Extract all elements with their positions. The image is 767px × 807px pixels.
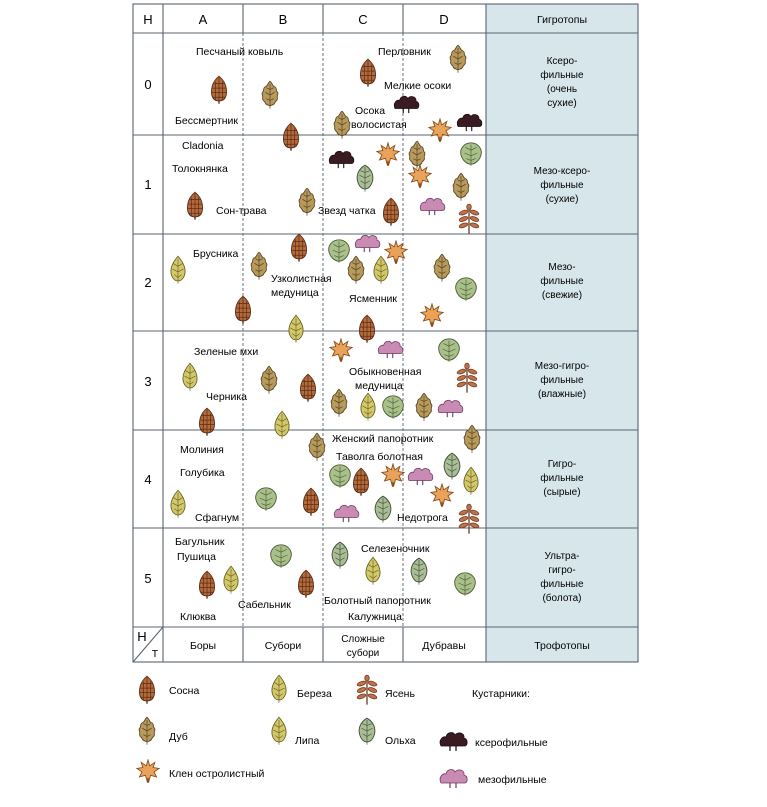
meso-shrub-icon — [438, 400, 463, 417]
pine-icon — [291, 234, 306, 261]
oak-icon — [309, 433, 325, 461]
label-tolokn: Толокнянка — [172, 163, 228, 175]
xero-shrub-icon — [329, 151, 354, 168]
trophotope-bory: Боры — [189, 640, 217, 652]
label-klukva: Клюква — [180, 611, 217, 623]
maple-icon — [382, 464, 404, 487]
oak-icon — [434, 254, 450, 282]
label-son-trava: Сон-трава — [216, 205, 267, 217]
legend-pine-icon — [139, 676, 154, 704]
label-melkie-osoki: Мелкие осоки — [384, 80, 452, 92]
trophotope-slozhnye-subori-2: субори — [346, 648, 380, 659]
legend-xero-label: ксерофильные — [475, 737, 548, 749]
birch-icon — [361, 393, 375, 421]
pine-icon — [283, 123, 298, 151]
label-sfagnum: Сфагнум — [195, 512, 240, 524]
oak-icon — [262, 81, 278, 109]
row-1-icons — [187, 141, 481, 233]
alder-icon — [411, 558, 427, 585]
row-index-2: 2 — [144, 275, 152, 290]
label-uzk-med-2: медуница — [271, 287, 319, 299]
label-zvezdchatka: Звезд чатка — [318, 205, 376, 217]
birch-icon — [289, 315, 303, 343]
svg-text:гигро-: гигро- — [548, 565, 576, 576]
birch-icon — [464, 467, 478, 495]
oak-icon — [450, 45, 466, 73]
alder-icon — [332, 542, 348, 569]
label-zhensk-pap: Женский папоротник — [332, 433, 434, 445]
linden-icon — [329, 240, 350, 263]
legend-maple-label: Клен остролистный — [169, 768, 265, 780]
label-kaluzhnitsa: Калужница — [348, 611, 402, 623]
alder-icon — [357, 165, 373, 192]
svg-text:сухие): сухие) — [547, 98, 577, 109]
meso-shrub-icon — [355, 235, 380, 252]
plant-labels — [172, 46, 451, 623]
linden-icon — [455, 573, 476, 596]
label-bessmertnik: Бессмертник — [175, 115, 238, 127]
column-header-d: D — [439, 12, 449, 27]
maple-icon — [330, 339, 352, 362]
oak-icon — [409, 141, 425, 169]
svg-text:фильные: фильные — [540, 579, 584, 590]
birch-icon — [171, 256, 185, 284]
legend-oak-icon — [139, 717, 155, 745]
column-header-b: B — [278, 12, 288, 27]
svg-text:фильные: фильные — [540, 70, 584, 81]
label-sabelnik: Сабельник — [238, 599, 291, 611]
trophotope-subori: Субори — [264, 640, 302, 652]
alder-icon — [375, 496, 391, 523]
label-golubika: Голубика — [180, 467, 225, 479]
birch-icon — [224, 566, 238, 594]
svg-text:(сухие): (сухие) — [545, 194, 579, 205]
label-cladonia: Cladonia — [182, 140, 224, 152]
svg-text:(свежие): (свежие) — [541, 290, 583, 301]
label-bagulnik: Багульник — [175, 536, 225, 548]
meso-shrub-icon — [378, 341, 403, 358]
xero-shrub-icon — [394, 96, 419, 113]
svg-text:(влажные): (влажные) — [537, 389, 587, 400]
pine-icon — [353, 468, 368, 496]
label-obykn-med-2: медуница — [355, 380, 403, 392]
row-5-icons — [199, 542, 475, 599]
label-brusnika: Брусника — [193, 248, 239, 260]
oak-icon — [453, 173, 469, 201]
svg-text:Ксеро-: Ксеро- — [546, 56, 578, 67]
label-uzk-med-1: Узколистная — [271, 273, 332, 285]
oak-icon — [299, 188, 315, 216]
oak-icon — [251, 252, 267, 280]
legend-meso-label: мезофильные — [478, 774, 547, 786]
row-index-1: 1 — [144, 177, 152, 192]
svg-text:фильные: фильные — [540, 276, 584, 287]
linden-icon — [271, 545, 292, 568]
label-obykn-med-1: Обыкновенная — [349, 366, 422, 378]
row-index-0: 0 — [144, 77, 152, 92]
maple-icon — [431, 484, 453, 507]
trophotope-dubravy: Дубравы — [422, 640, 466, 652]
pine-icon — [383, 198, 398, 226]
legend-birch-label: Береза — [297, 688, 332, 700]
label-molinia: Молиния — [180, 444, 224, 456]
legend-linden-label: Липа — [295, 735, 320, 747]
pine-icon — [211, 76, 226, 104]
pine-icon — [199, 408, 214, 436]
linden-icon — [256, 488, 277, 511]
maple-icon — [409, 165, 431, 188]
label-osoka-1: Осока — [355, 105, 386, 117]
legend-pine-label: Сосна — [169, 685, 200, 697]
hygrotopes-header: Гигротопы — [536, 14, 588, 26]
birch-icon — [374, 256, 388, 284]
pine-icon — [298, 570, 313, 598]
birch-icon — [275, 411, 289, 439]
legend-ash-icon — [357, 675, 378, 705]
birch-icon — [366, 557, 380, 585]
svg-text:Гигро-: Гигро- — [547, 459, 577, 470]
svg-text:(сырые): (сырые) — [543, 487, 581, 498]
footer-corner-h: H — [137, 629, 147, 644]
legend-birch-icon — [272, 675, 286, 703]
xero-shrub-icon — [457, 114, 482, 131]
svg-text:(болота): (болота) — [542, 593, 582, 604]
maple-icon — [421, 304, 443, 327]
legend-linden-icon — [272, 717, 286, 745]
legend-xero-shrub-icon — [440, 733, 467, 751]
svg-text:(очень: (очень — [546, 84, 578, 95]
row-index-3: 3 — [144, 374, 152, 389]
legend-oak-label: Дуб — [169, 731, 188, 743]
footer-corner-t: T — [151, 648, 159, 660]
ash-icon — [459, 504, 480, 534]
birch-icon — [183, 363, 197, 391]
ash-icon — [457, 363, 478, 393]
label-tavolga: Таволга болотная — [336, 451, 423, 463]
svg-text:Ультра-: Ультра- — [544, 551, 580, 562]
linden-icon — [461, 143, 482, 166]
label-bol-pap: Болотный папоротник — [324, 595, 431, 607]
maple-icon — [377, 143, 399, 166]
row-index-5: 5 — [144, 571, 152, 586]
legend-maple-icon — [137, 760, 159, 783]
meso-shrub-icon — [334, 505, 359, 522]
linden-icon — [456, 278, 477, 301]
row-index-4: 4 — [144, 472, 152, 487]
label-yasmennik: Ясменник — [349, 293, 397, 305]
legend-shrubs-label: Кустарники: — [472, 688, 530, 700]
oak-icon — [464, 425, 480, 453]
pine-icon — [303, 488, 318, 516]
label-chernika: Черника — [206, 391, 248, 403]
legend-ash-label: Ясень — [385, 688, 415, 700]
linden-icon — [439, 339, 460, 362]
trophotopes-label: Трофотопы — [534, 640, 590, 652]
pine-icon — [360, 59, 375, 86]
label-pesch-kovyl: Песчаный ковыль — [196, 46, 284, 58]
meso-shrub-icon — [420, 198, 445, 215]
oak-icon — [416, 393, 432, 421]
corner-h-label: H — [143, 12, 153, 27]
linden-icon — [383, 396, 404, 419]
humidity-label-3 — [535, 361, 589, 400]
oak-icon — [331, 389, 347, 417]
svg-text:Мезо-: Мезо- — [548, 262, 576, 273]
oak-icon — [348, 256, 364, 284]
legend-alder-label: Ольха — [385, 735, 416, 747]
svg-text:Мезо-ксеро-: Мезо-ксеро- — [533, 166, 591, 177]
maple-icon — [385, 241, 407, 264]
svg-text:Мезо-гигро-: Мезо-гигро- — [534, 361, 590, 372]
label-osoka-2: волосистая — [351, 119, 407, 131]
svg-text:фильные: фильные — [540, 180, 584, 191]
label-zel-mhi: Зеленые мхи — [194, 346, 259, 358]
oak-icon — [261, 366, 277, 394]
pine-icon — [199, 571, 214, 599]
label-nedotroga: Недотрога — [397, 512, 448, 524]
column-header-a: A — [198, 12, 208, 27]
maple-icon — [429, 119, 451, 142]
svg-text:фильные: фильные — [540, 375, 584, 386]
pine-icon — [300, 374, 315, 402]
svg-text:фильные: фильные — [540, 473, 584, 484]
legend-alder-icon — [359, 718, 375, 745]
legend — [137, 675, 548, 788]
trophotope-slozhnye-subori-1: Сложные — [341, 634, 385, 645]
pine-icon — [359, 315, 374, 343]
ash-icon — [459, 204, 480, 234]
legend-meso-shrub-icon — [440, 770, 467, 788]
label-pushitsa: Пушица — [177, 551, 216, 563]
alder-icon — [444, 453, 460, 480]
label-perlovnik: Перловник — [378, 46, 431, 58]
meso-shrub-icon — [408, 468, 433, 485]
label-selezen: Селезеночник — [361, 543, 430, 555]
linden-icon — [330, 465, 351, 488]
pine-icon — [187, 192, 202, 220]
pine-icon — [235, 296, 250, 324]
birch-icon — [171, 490, 185, 518]
column-header-c: C — [358, 12, 368, 27]
